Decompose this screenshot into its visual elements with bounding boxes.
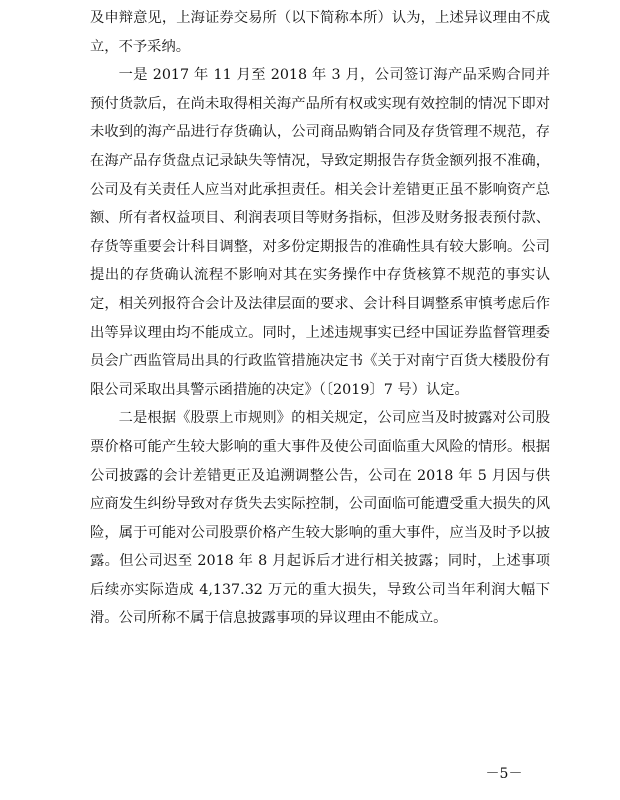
document-body [90,4,550,633]
paragraph-point-one: 一是 2017 年 11 月至 2018 年 3 月，公司签订海产品采购合同并预付货款后，在尚未取得相关海产品所有权或实现有效控制的情况下即对未收到的海产品进行存货确认，公司商品购销合同及存货管理不规范，存在海产品存货盘点记录缺失等情况，导致定期报告存货金额列报不准确，公司及有关责任人应当对此承担责任。相关会计差错更正虽不影响资产总额、所有者权益项目、利润表项目等财务指标，但涉及财务报表预付款、存货等重要会计科目调整，对多份定期报告的准确性具有较大影响。公司提出的存货确认流程不影响对其在实务操作中存货核算不规范的事实认定，相关列报符合会计及法律层面的要求、会计科目调整系审慎考虑后作出等异议理由均不能成立。同时，上述违规事实已经中国证券监督管理委员会广西监管局出具的行政监管措施决定书《关于对南宁百货大楼股份有限公司采取出具警示函措施的决定》（〔2019〕7 号）认定。 [90,67,550,398]
paragraph-point-two: 二是根据《股票上市规则》的相关规定，公司应当及时披露对公司股票价格可能产生较大影响的重大事件及使公司面临重大风险的情形。根据公司披露的会计差错更正及追溯调整公告，公司在 2018 年 5 月因与供应商发生纠纷导致对存货失去实际控制，公司面临可能遭受重大损失的风险，属于可能对公司股票价格产生较大影响的重大事件，应当及时予以披露。但公司迟至 2018 年 8 月起诉后才进行相关披露；同时，上述事项后续亦实际造成 4,137.32 万元的重大损失，导致公司当年利润大幅下滑。公司所称不属于信息披露事项的异议理由不能成立。 [90,410,550,627]
paragraph-continuation: 及申辩意见，上海证券交易所（以下简称本所）认为，上述异议理由不成立，不予采纳。 [90,10,550,55]
page-number: －5－ [485,766,523,782]
